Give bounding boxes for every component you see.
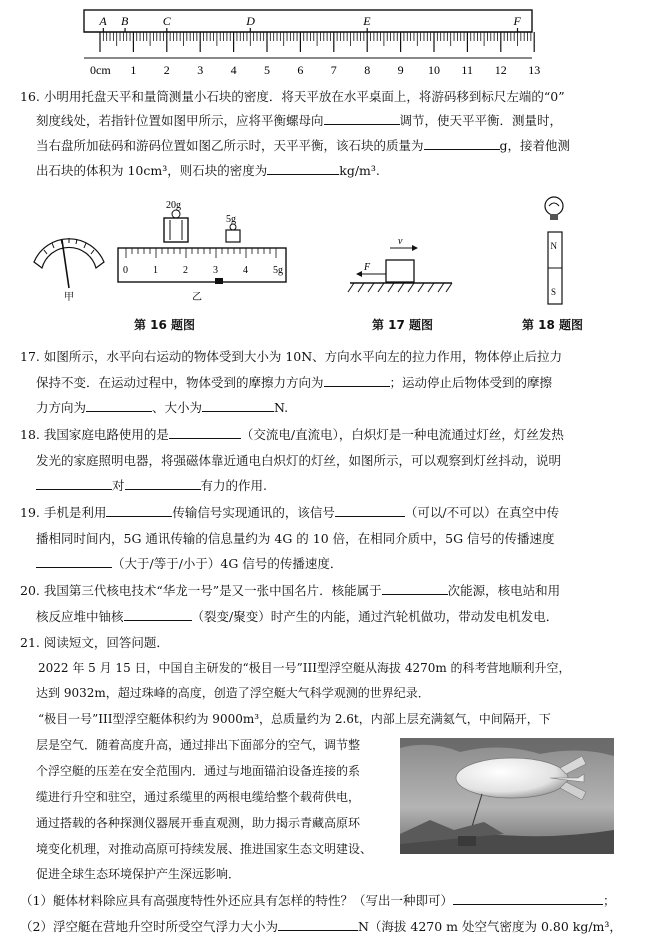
- ruler-number: 11: [461, 63, 473, 77]
- beam-number: 1: [153, 265, 158, 276]
- rider: [215, 278, 223, 284]
- ruler-number: 1: [130, 63, 137, 77]
- q21-para1-line2: 达到 9032m，超过珠峰的高度，创造了浮空艇大气科学观测的世界纪录．: [36, 686, 430, 700]
- fig18-caption: 第 18 题图: [522, 318, 584, 332]
- force-label: F: [364, 262, 371, 273]
- q20-text: 20. 我国第三代核电技术“华龙一号”是又一张中国名片．核能属于: [20, 583, 382, 598]
- q18-blank-2[interactable]: [36, 477, 112, 490]
- magnet-n: N: [550, 241, 557, 251]
- q16-blank-2[interactable]: [424, 137, 500, 150]
- q16-text: 出石块的体积为 10cm³，则石块的密度为: [36, 163, 268, 178]
- q21-sub1-text: （1）艇体材料除应具有高强度特性外还应具有怎样的特性？（写出一种即可）: [20, 893, 453, 908]
- q17-blank-2[interactable]: [86, 399, 152, 412]
- q20-text: 核反应堆中铀核: [36, 609, 124, 624]
- beam-scale: [118, 248, 286, 282]
- q19-line-2: 播相同时间内，5G 通讯传输的信息量约为 4G 的 10 倍，在相同介质中，5G 信号的传播速度: [36, 531, 555, 546]
- q19-text: 19. 手机是利用: [20, 505, 107, 520]
- q21-para2-line7: 促进全球生态环境保护产生深远影响．: [36, 867, 241, 881]
- q20-blank-1[interactable]: [382, 582, 448, 595]
- beam-number: 3: [213, 265, 218, 276]
- ruler-point-label: F: [513, 14, 521, 28]
- magnet-s: S: [551, 287, 557, 297]
- beam-number: 2: [183, 265, 188, 276]
- q17-line-2: [36, 374, 552, 391]
- q18-text: 18. 我国家庭电路使用的是: [20, 427, 169, 442]
- q21-para2-line5: 通过搭载的各种探测仪器展开垂直观测，助力揭示青藏高原环: [36, 816, 361, 830]
- q16-line-4: [36, 162, 380, 179]
- ruler-number: 4: [230, 63, 237, 77]
- q21-sub2-text-b: N（海拔 4270 m 处空气密度为 0.80 kg/m³，: [357, 919, 622, 934]
- q21-para2-line6: 境变化机理，对推动高原可持续发展、推进国家生态文明建设、: [36, 842, 373, 856]
- q17-text: 力方向为: [36, 400, 87, 415]
- ruler-number: 5: [264, 63, 270, 77]
- fig16-balance-scale: [114, 196, 292, 308]
- fig16-caption: 第 16 题图: [134, 318, 196, 332]
- ruler-number: 10: [428, 63, 440, 77]
- weight-20g-label: 20g: [166, 200, 181, 211]
- q20-text: 次能源，核电站和用: [447, 583, 561, 598]
- ruler-point-label: C: [162, 14, 171, 28]
- q16-text: 当右盘所加砝码和游码位置如图乙所示时，天平平衡，该石块的质量为: [36, 138, 424, 153]
- q21-sub2-blank[interactable]: [278, 918, 358, 931]
- q21-sub2: [20, 918, 622, 935]
- ruler-number: 9: [397, 63, 404, 77]
- q16-line-1: 16. 小明用托盘天平和量筒测量小石块的密度．将天平放在水平桌面上，将游码移到标尺左端的“0”: [20, 89, 565, 104]
- bulb-base: [550, 214, 558, 220]
- q17-text: N.: [274, 400, 289, 415]
- q18-text: 对: [112, 478, 125, 493]
- q19-blank-2[interactable]: [335, 504, 405, 517]
- q19-blank-3[interactable]: [36, 555, 112, 568]
- q18-text: （交流电/直流电），白炽灯是一种电流通过灯丝，灯丝发热: [240, 427, 564, 442]
- q19-line-1: [20, 504, 559, 521]
- q19-blank-1[interactable]: [106, 504, 172, 517]
- fig16-label-a: 甲: [64, 292, 74, 303]
- ruler-number: 6: [297, 63, 304, 77]
- fig17-caption: 第 17 题图: [372, 318, 434, 332]
- q17-text: 、大小为: [152, 400, 203, 415]
- ruler-point-label: B: [121, 14, 129, 28]
- q16-text: 调节，使天平平衡．测量时，: [399, 113, 563, 128]
- q21-para1-line1: 2022 年 5 月 15 日，中国自主研发的“极目一号”III型浮空艇从海拔 4270m 的科考营地顺利升空，: [38, 661, 571, 675]
- airship-photo: [400, 738, 614, 854]
- fig16-pointer-dial: [26, 226, 112, 304]
- block: [386, 260, 414, 282]
- q19-line-3: [36, 555, 342, 572]
- q21-para2-line1: “极目一号”III型浮空艇体积约为 9000m³，总质量约为 2.6t，内部上层充满氦气，中间隔开，下: [38, 712, 551, 726]
- ruler-number: 2: [163, 63, 170, 77]
- fig17-block-diagram: [346, 232, 456, 304]
- ruler-point-label: D: [246, 14, 255, 28]
- q21-para2-line2: 层是空气．随着高度升高，通过排出下面部分的空气，调节整: [36, 738, 361, 752]
- q21-sub1-blank[interactable]: [453, 892, 603, 905]
- weight-5g: [226, 230, 240, 242]
- q21-sub1: [20, 892, 615, 909]
- ruler-figure: [78, 6, 541, 80]
- q18-text: 有力的作用.: [200, 478, 267, 493]
- q20-text: （裂变/聚变）时产生的内能，通过汽轮机做功，带动发电机发电．: [191, 609, 559, 624]
- weight-5g-label: 5g: [226, 214, 236, 225]
- q18-line-2: 发光的家庭照明电器，将强磁体靠近通电白炽灯的灯丝，如图所示，可以观察到灯丝抖动，说明: [36, 453, 562, 468]
- q17-blank-3[interactable]: [202, 399, 274, 412]
- q17-line-1: 17. 如图所示，水平向右运动的物体受到大小为 10N、方向水平向左的拉力作用，物体停止后拉力: [20, 349, 563, 364]
- q16-blank-1[interactable]: [324, 112, 400, 125]
- q16-text: 刻度线处，若指针位置如图甲所示，应将平衡螺母向: [36, 113, 324, 128]
- q18-line-3: [36, 477, 267, 494]
- fig18-bulb-magnet: [536, 192, 576, 308]
- q17-text: ；运动停止后物体受到的摩擦: [389, 375, 553, 390]
- q18-blank-1[interactable]: [169, 426, 241, 439]
- q19-text: （大于/等于/小于）4G 信号的传播速度．: [112, 556, 343, 571]
- velocity-label: v: [398, 236, 403, 247]
- q17-text: 保持不变．在运动过程中，物体受到的摩擦力方向为: [36, 375, 324, 390]
- q20-blank-2[interactable]: [124, 608, 192, 621]
- q20-line-1: [20, 582, 560, 599]
- q16-blank-3[interactable]: [267, 162, 339, 175]
- q17-blank-1[interactable]: [324, 374, 390, 387]
- q16-line-2: [36, 112, 562, 129]
- ruler-number: 3: [197, 63, 204, 77]
- beam-number: 0: [123, 265, 128, 276]
- q18-blank-3[interactable]: [125, 477, 201, 490]
- q21-sub1-end: ；: [602, 893, 616, 908]
- beam-number: 4: [243, 265, 248, 276]
- q21-title: 21. 阅读短文，回答问题．: [20, 635, 169, 650]
- measured-strip: [84, 10, 532, 32]
- q21-para2-line4: 缆进行升空和驻空，通过系缆里的两根电缆给整个载荷供电，: [36, 790, 361, 804]
- fig16-label-b: 乙: [192, 292, 202, 303]
- bulb: [545, 197, 563, 215]
- ruler-number: 8: [364, 63, 371, 77]
- q18-line-1: [20, 426, 564, 443]
- q21-para2-line3: 个浮空艇的压差在安全范围内．通过与地面锚泊设备连接的系: [36, 764, 361, 778]
- q17-line-3: [36, 399, 288, 416]
- q20-line-2: [36, 608, 558, 625]
- ruler-number: 7: [330, 63, 337, 77]
- ruler-number: 13: [528, 63, 541, 77]
- q16-text: kg/m³.: [339, 163, 380, 178]
- ruler-number: 0cm: [90, 63, 111, 77]
- beam-number: 5g: [273, 265, 283, 276]
- q19-text: （可以/不可以）在真空中传: [404, 505, 560, 520]
- ruler-point-label: E: [363, 14, 371, 28]
- q16-line-3: [36, 137, 570, 154]
- q21-sub2-text: （2）浮空艇在营地升空时所受空气浮力大小为: [20, 919, 278, 934]
- weight-20g: [164, 218, 188, 242]
- q16-text: g，接着他测: [499, 138, 571, 153]
- ruler-number: 12: [494, 63, 507, 77]
- q19-text: 传输信号实现通讯的，该信号: [172, 505, 335, 520]
- ruler-point-label: A: [99, 14, 107, 28]
